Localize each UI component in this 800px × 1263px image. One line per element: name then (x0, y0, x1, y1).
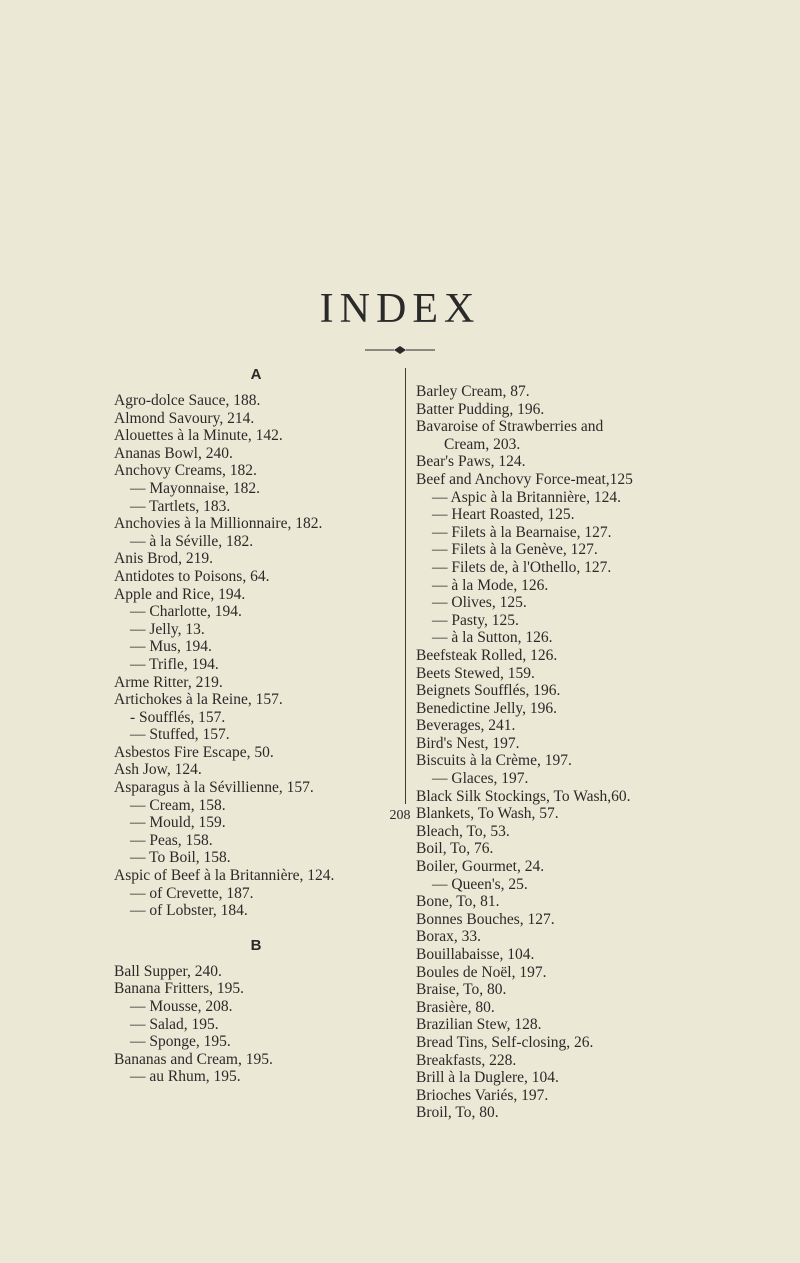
entries-b (114, 963, 398, 1086)
index-entry: Bouillabaisse, 104. (416, 946, 535, 963)
index-entry: Ball Supper, 240. (114, 962, 222, 980)
index-column-right (416, 383, 716, 1122)
divider-ornament (365, 344, 435, 356)
index-entry: Beefsteak Rolled, 126. (416, 646, 558, 664)
index-entry: — Jelly, 13. (130, 620, 205, 638)
index-entry: Benedictine Jelly, 196. (416, 699, 558, 717)
index-entry: Boiler, Gourmet, 24. (416, 858, 545, 876)
index-entry: — Heart Roasted, 125. (432, 506, 575, 524)
index-entry: Brioches Variés, 197. (416, 1086, 549, 1104)
index-entry: Breakfasts, 228. (416, 1051, 517, 1069)
index-entry: Anis Brod, 219. (114, 550, 214, 568)
index-entry: Alouettes à la Minute, 142. (114, 427, 283, 445)
index-entry: — Glaces, 197. (432, 770, 529, 788)
section-letter-b: B (250, 936, 262, 954)
index-entry: — à la Mode, 126. (432, 576, 549, 594)
index-entry: Aspic of Beef à la Britannière, 124. (114, 867, 335, 885)
index-entry: Almond Savoury, 214. (114, 409, 255, 427)
index-entry: — Salad, 195. (130, 1015, 219, 1033)
index-entry: Antidotes to Poisons, 64. (114, 567, 270, 585)
index-entry: — Tartlets, 183. (130, 497, 231, 515)
index-entry: Asparagus à la Sévillienne, 157. (114, 779, 314, 797)
index-entry: - Soufflés, 157. (130, 708, 226, 726)
index-entry: — Filets de, à l'Othello, 127. (432, 558, 612, 576)
page-title: INDEX (319, 286, 481, 332)
index-entry: — of Lobster, 184. (130, 902, 248, 920)
index-entry: Agro-dolce Sauce, 188. (114, 392, 261, 409)
index-entry: — To Boil, 158. (130, 849, 231, 867)
index-entry: Banana Fritters, 195. (114, 980, 245, 998)
index-entry: — Mayonnaise, 182. (130, 479, 261, 497)
index-entry: Brazilian Stew, 128. (416, 1016, 542, 1034)
index-entry: Asbestos Fire Escape, 50. (114, 743, 274, 761)
index-entry: Bleach, To, 53. (416, 822, 510, 840)
index-entry: Beef and Anchovy Force-meat,125 (416, 470, 633, 488)
index-entry: — Pasty, 125. (432, 611, 519, 629)
index-entry: — Mus, 194. (130, 638, 212, 656)
index-entry: Bavaroise of Strawberries and (416, 418, 604, 436)
index-entry: Bone, To, 81. (416, 893, 500, 911)
index-entry: — Aspic à la Britannière, 124. (432, 488, 621, 506)
index-entry: — of Crevette, 187. (130, 884, 254, 902)
index-entry: Ash Jow, 124. (114, 761, 202, 779)
index-entry: Boil, To, 76. (416, 840, 494, 858)
index-entry: Bonnes Bouches, 127. (416, 910, 555, 928)
index-entry: Blankets, To Wash, 57. (416, 805, 559, 823)
index-entry: Boules de Noël, 197. (416, 963, 547, 981)
index-entry: — Trifle, 194. (130, 655, 219, 673)
index-column-left (114, 366, 398, 1086)
index-entry: Barley Cream, 87. (416, 383, 530, 400)
column-divider (405, 368, 406, 804)
index-entry: Apple and Rice, 194. (114, 585, 246, 603)
index-entry: — Mould, 159. (130, 814, 226, 832)
index-entry: Bear's Paws, 124. (416, 453, 526, 471)
index-entry: — Mousse, 208. (130, 998, 233, 1015)
index-entry: — Peas, 158. (130, 831, 213, 849)
index-entry: — Filets à la Genève, 127. (432, 541, 598, 559)
index-entry: — Charlotte, 194. (130, 603, 242, 621)
index-entry: Artichokes à la Reine, 157. (114, 691, 283, 709)
index-entry: Braise, To, 80. (416, 981, 507, 999)
index-entry: Batter Pudding, 196. (416, 400, 545, 418)
index-entry: Arme Ritter, 219. (114, 673, 223, 691)
entries-a (114, 392, 398, 920)
index-entry: — Filets à la Bearnaise, 127. (432, 523, 612, 541)
index-entry: Brill à la Duglere, 104. (416, 1069, 559, 1087)
section-letter-a: A (250, 366, 262, 383)
index-entry: Beets Stewed, 159. (416, 664, 535, 682)
index-entry: Ananas Bowl, 240. (114, 444, 233, 462)
index-entry: — Queen's, 25. (432, 875, 528, 893)
index-entry: — Olives, 125. (432, 594, 527, 612)
index-entry: Anchovies à la Millionnaire, 182. (114, 515, 323, 533)
index-entry: Bread Tins, Self-closing, 26. (416, 1033, 594, 1051)
index-entry: Cream, 203. (444, 435, 521, 453)
page-number: 208 (389, 808, 411, 823)
index-entry: — à la Sutton, 126. (432, 629, 553, 647)
index-entry: Beignets Soufflés, 196. (416, 682, 561, 700)
entries-right (416, 383, 716, 1122)
index-entry: Anchovy Creams, 182. (114, 462, 257, 480)
index-entry: — à la Séville, 182. (130, 532, 254, 550)
index-entry: — Stuffed, 157. (130, 726, 230, 744)
index-entry: Borax, 33. (416, 928, 482, 946)
index-entry: — Sponge, 195. (130, 1033, 231, 1051)
index-entry: Bananas and Cream, 195. (114, 1050, 273, 1068)
index-entry: Brasière, 80. (416, 998, 495, 1016)
index-entry: Beverages, 241. (416, 717, 516, 735)
index-entry: Black Silk Stockings, To Wash,60. (416, 787, 631, 805)
index-entry: — au Rhum, 195. (130, 1068, 241, 1086)
index-entry: — Cream, 158. (130, 796, 226, 814)
index-entry: Biscuits à la Crème, 197. (416, 752, 572, 770)
index-entry: Bird's Nest, 197. (416, 734, 520, 752)
index-entry: Broil, To, 80. (416, 1104, 499, 1122)
